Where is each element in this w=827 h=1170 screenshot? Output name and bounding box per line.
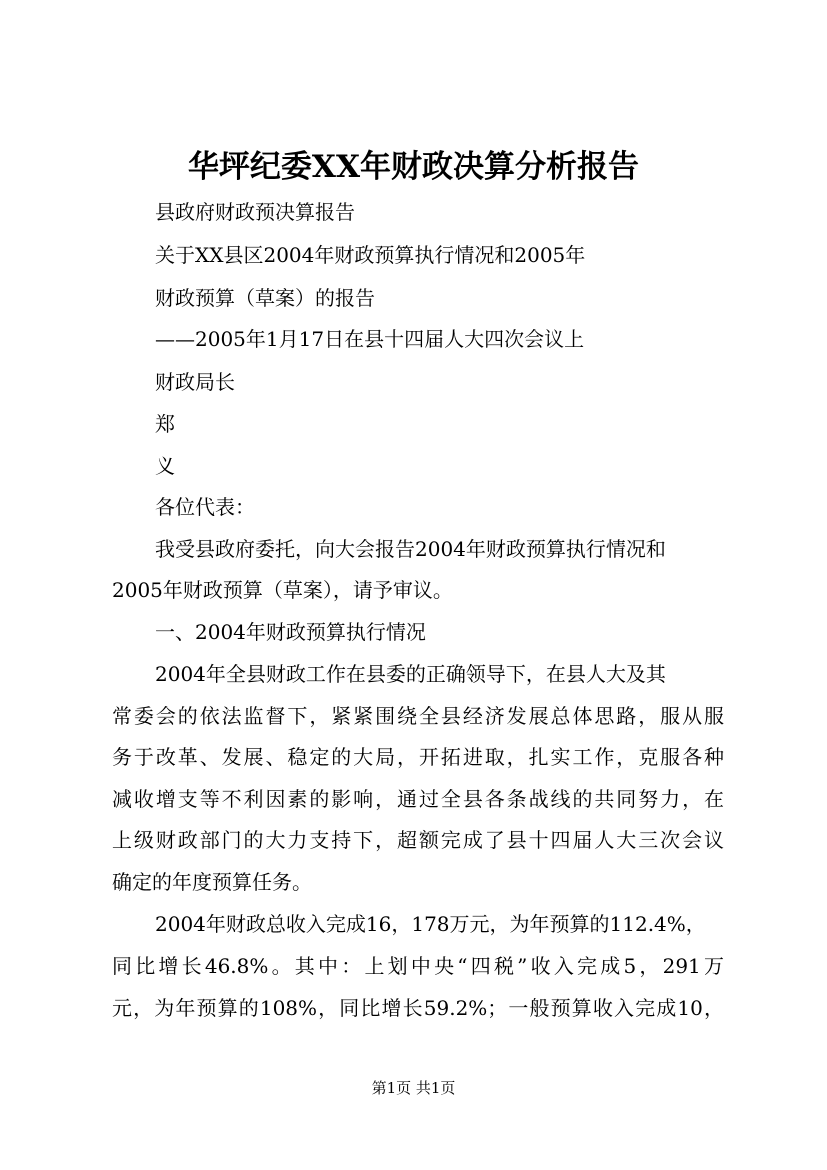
text-line: 元，为年预算的108%，同比增长59.2%；一般预算收入完成10，	[112, 996, 724, 1020]
text-line: 郑	[155, 412, 175, 436]
text-line: 义	[155, 454, 175, 478]
text-line: 关于XX县区2004年财政预算执行情况和2005年	[155, 243, 586, 267]
text-line: 务于改革、发展、稳定的大局，开拓进取，扎实工作，克服各种	[112, 745, 724, 769]
text-line: 常委会的依法监督下，紧紧围绕全县经济发展总体思路，服从服	[112, 704, 724, 728]
text-line: 确定的年度预算任务。	[112, 870, 312, 894]
text-line: 我受县政府委托，向大会报告2004年财政预算执行情况和	[155, 537, 666, 561]
text-line: 财政预算（草案）的报告	[155, 286, 375, 310]
text-line: 2004年全县财政工作在县委的正确领导下，在县人大及其	[155, 662, 666, 686]
text-line: 2004年财政总收入完成16，178万元，为年预算的112.4%，	[155, 912, 706, 936]
text-line: 减收增支等不利因素的影响，通过全县各条战线的共同努力，在	[112, 787, 724, 811]
text-line: 财政局长	[155, 370, 235, 394]
text-line: 上级财政部门的大力支持下，超额完成了县十四届人大三次会议	[112, 828, 724, 852]
text-line: 2005年财政预算（草案），请予审议。	[112, 578, 453, 602]
document-title: 华坪纪委XX年财政决算分析报告	[187, 149, 640, 185]
text-line: 一、2004年财政预算执行情况	[155, 620, 426, 644]
page-footer: 第1页 共1页	[371, 1079, 456, 1097]
text-line: 县政府财政预决算报告	[155, 200, 355, 224]
text-line: 同比增长46.8%。其中：上划中央“四税”收入完成5，291万	[112, 954, 724, 978]
text-line: ——2005年1月17日在县十四届人大四次会议上	[155, 327, 585, 351]
text-line: 各位代表：	[155, 495, 255, 519]
